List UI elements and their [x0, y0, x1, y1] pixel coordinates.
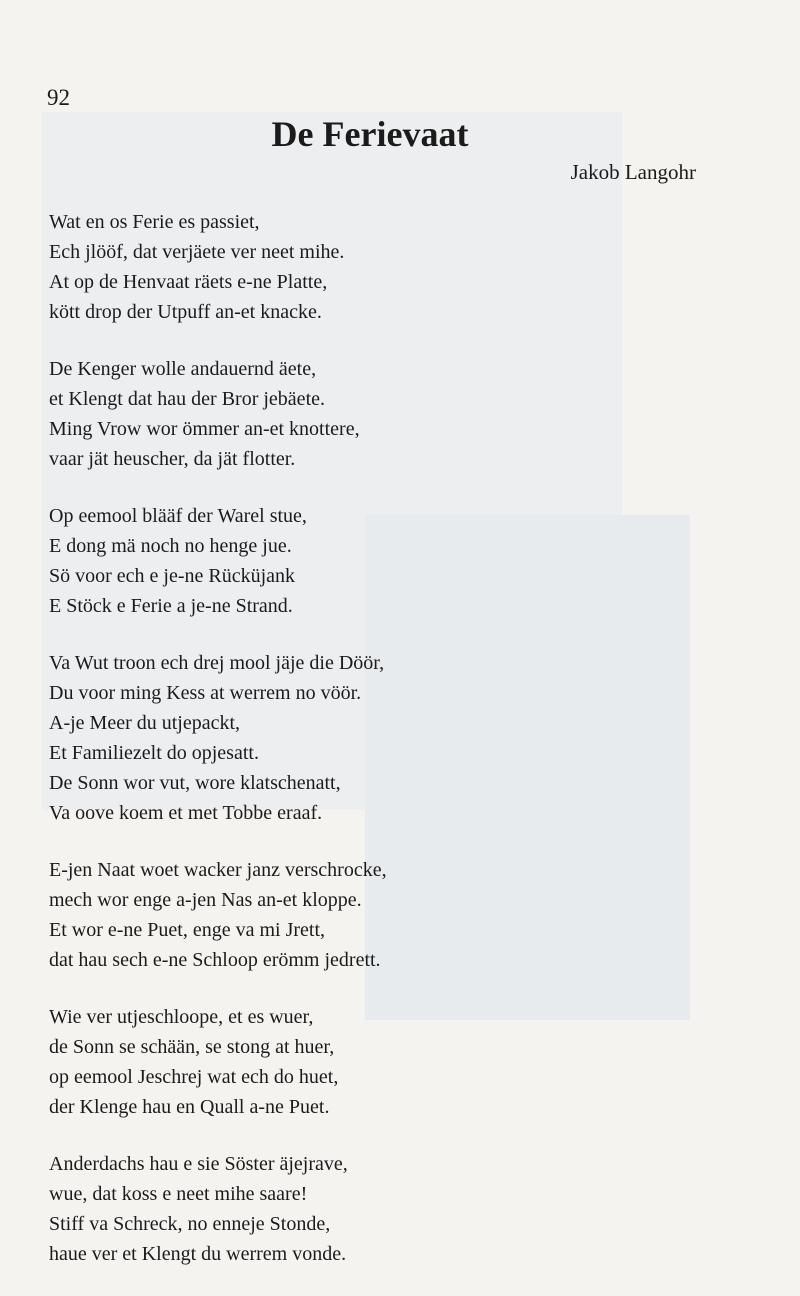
poem-line: Et wor e-ne Puet, enge va mi Jrett, [49, 919, 326, 941]
poem-line: Anderdachs hau e sie Söster äjejrave, [49, 1153, 348, 1175]
poem-line: mech wor enge a-jen Nas an-et kloppe. [49, 889, 362, 911]
page-number: 92 [47, 85, 70, 110]
poem-line: Stiff va Schreck, no enneje Stonde, [49, 1213, 331, 1235]
poem-line: Op eemool blääf der Warel stue, [49, 505, 307, 527]
poem-line: Et Familiezelt do opjesatt. [49, 742, 259, 764]
poem-title: De Ferievaat [271, 114, 469, 154]
poem-line: et Klengt dat hau der Bror jebäete. [49, 388, 325, 410]
poem-line: At op de Henvaat räets e-ne Platte, [49, 271, 328, 293]
stanza [49, 1002, 729, 1122]
poem-line: kött drop der Utpuff an-et knacke. [49, 301, 322, 323]
poem-line: Du voor ming Kess at werrem no vöör. [49, 682, 362, 704]
stanza [49, 648, 729, 828]
poem-line: dat hau sech e-ne Schloop erömm jedrett. [49, 949, 381, 971]
poem-line: de Sonn se schään, se stong at huer, [49, 1036, 335, 1058]
poem-line: Sö voor ech e je-ne Rücküjank [49, 565, 296, 587]
poem-line: Va oove koem et met Tobbe eraaf. [49, 802, 323, 824]
poem-line: E dong mä noch no henge jue. [49, 535, 292, 557]
poem-line: E Stöck e Ferie a je-ne Strand. [49, 595, 293, 617]
poem-author: Jakob Langohr [570, 160, 696, 184]
stanza [49, 855, 729, 975]
poem-line: Ming Vrow wor ömmer an-et knottere, [49, 418, 360, 440]
stanza [49, 501, 729, 621]
poem-line: De Kenger wolle andauernd äete, [49, 358, 317, 380]
poem-line: Va Wut troon ech drej mool jäje die Döör, [49, 652, 385, 674]
poem-line: der Klenge hau en Quall a-ne Puet. [49, 1096, 330, 1118]
poem-line: op eemool Jeschrej wat ech do huet, [49, 1066, 339, 1088]
poem-line: Ech jlööf, dat verjäete ver neet mihe. [49, 241, 345, 263]
stanza [49, 207, 729, 327]
poem-line: Wie ver utjeschloope, et es wuer, [49, 1006, 314, 1028]
poem-line: wue, dat koss e neet mihe saare! [49, 1183, 308, 1205]
poem-line: Wat en os Ferie es passiet, [49, 211, 260, 233]
poem-body [49, 207, 729, 1296]
poem-line: vaar jät heuscher, da jät flotter. [49, 448, 296, 470]
poem-line: De Sonn wor vut, wore klatschenatt, [49, 772, 341, 794]
stanza [49, 354, 729, 474]
poem-line: A-je Meer du utjepackt, [49, 712, 241, 734]
stanza [49, 1149, 729, 1269]
poem-line: E-jen Naat woet wacker janz verschrocke, [49, 859, 387, 881]
poem-line: haue ver et Klengt du werrem vonde. [49, 1243, 347, 1265]
